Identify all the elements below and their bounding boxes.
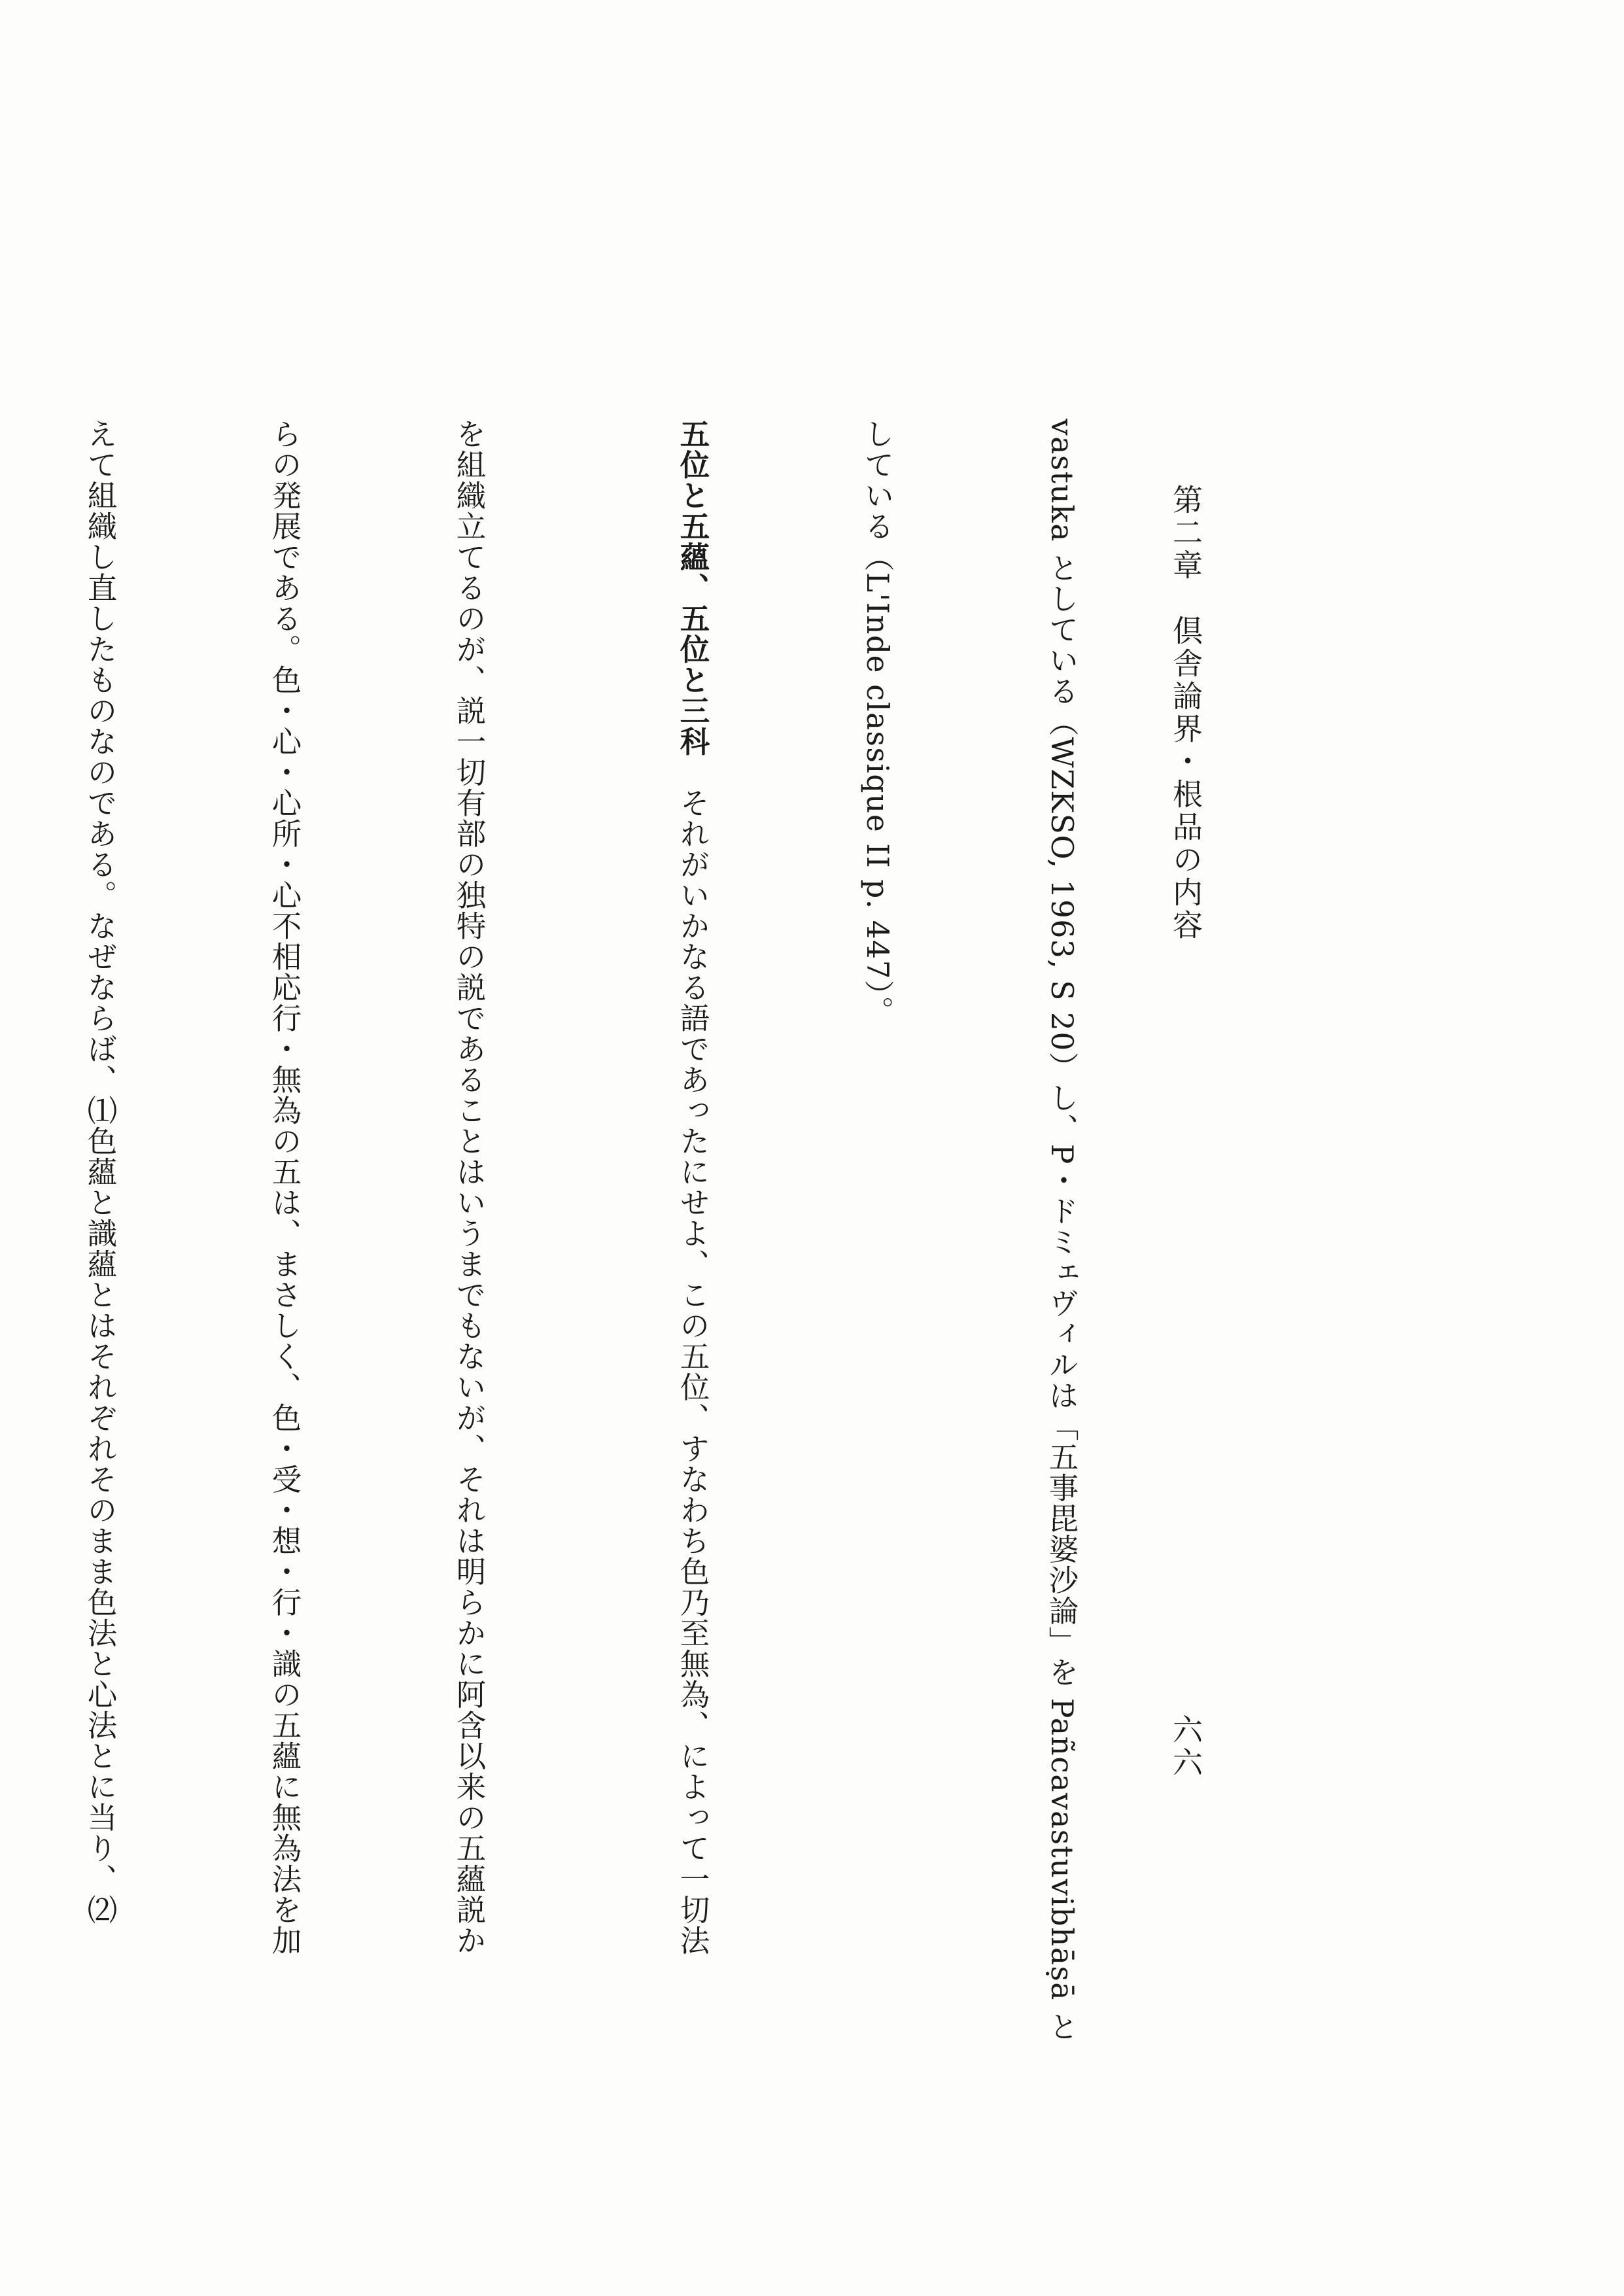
body-text: [0, 419, 1215, 2093]
text-line: vastuka としている（WZKSO, 1963, S 20）し、P・ドミェヴィルは「五事毘婆沙論」を Pañcavastuvibhāṣā と: [1045, 419, 1079, 2042]
running-header: 第二章 倶舎論界・根品の内容: [1168, 484, 1203, 942]
text-line: している（L'Inde classique II p. 447）。: [860, 419, 895, 1027]
page-number: 六六: [1168, 1714, 1203, 1779]
section-heading: 五位と五蘊、五位と三科: [676, 419, 710, 757]
text-line: えて組織し直したものなのである。なぜならば、⑴色蘊と識蘊とはそれぞれそのまま色法と心法とに当り、⑵: [83, 419, 118, 1925]
text-line: らの発展である。色・心・心所・心不相応行・無為の五は、まさしく、色・受・想・行・識の五蘊に無為法を加: [268, 419, 302, 1956]
text-line: を組織立てるのが、説一切有部の独特の説であることはいうまでもないが、それは明らかに阿含以来の五蘊説か: [452, 419, 487, 1956]
text-line: それがいかなる語であったにせよ、この五位、すなわち色乃至無為、によって一切法: [676, 788, 710, 1956]
section-paragraph-start: [662, 419, 723, 2093]
